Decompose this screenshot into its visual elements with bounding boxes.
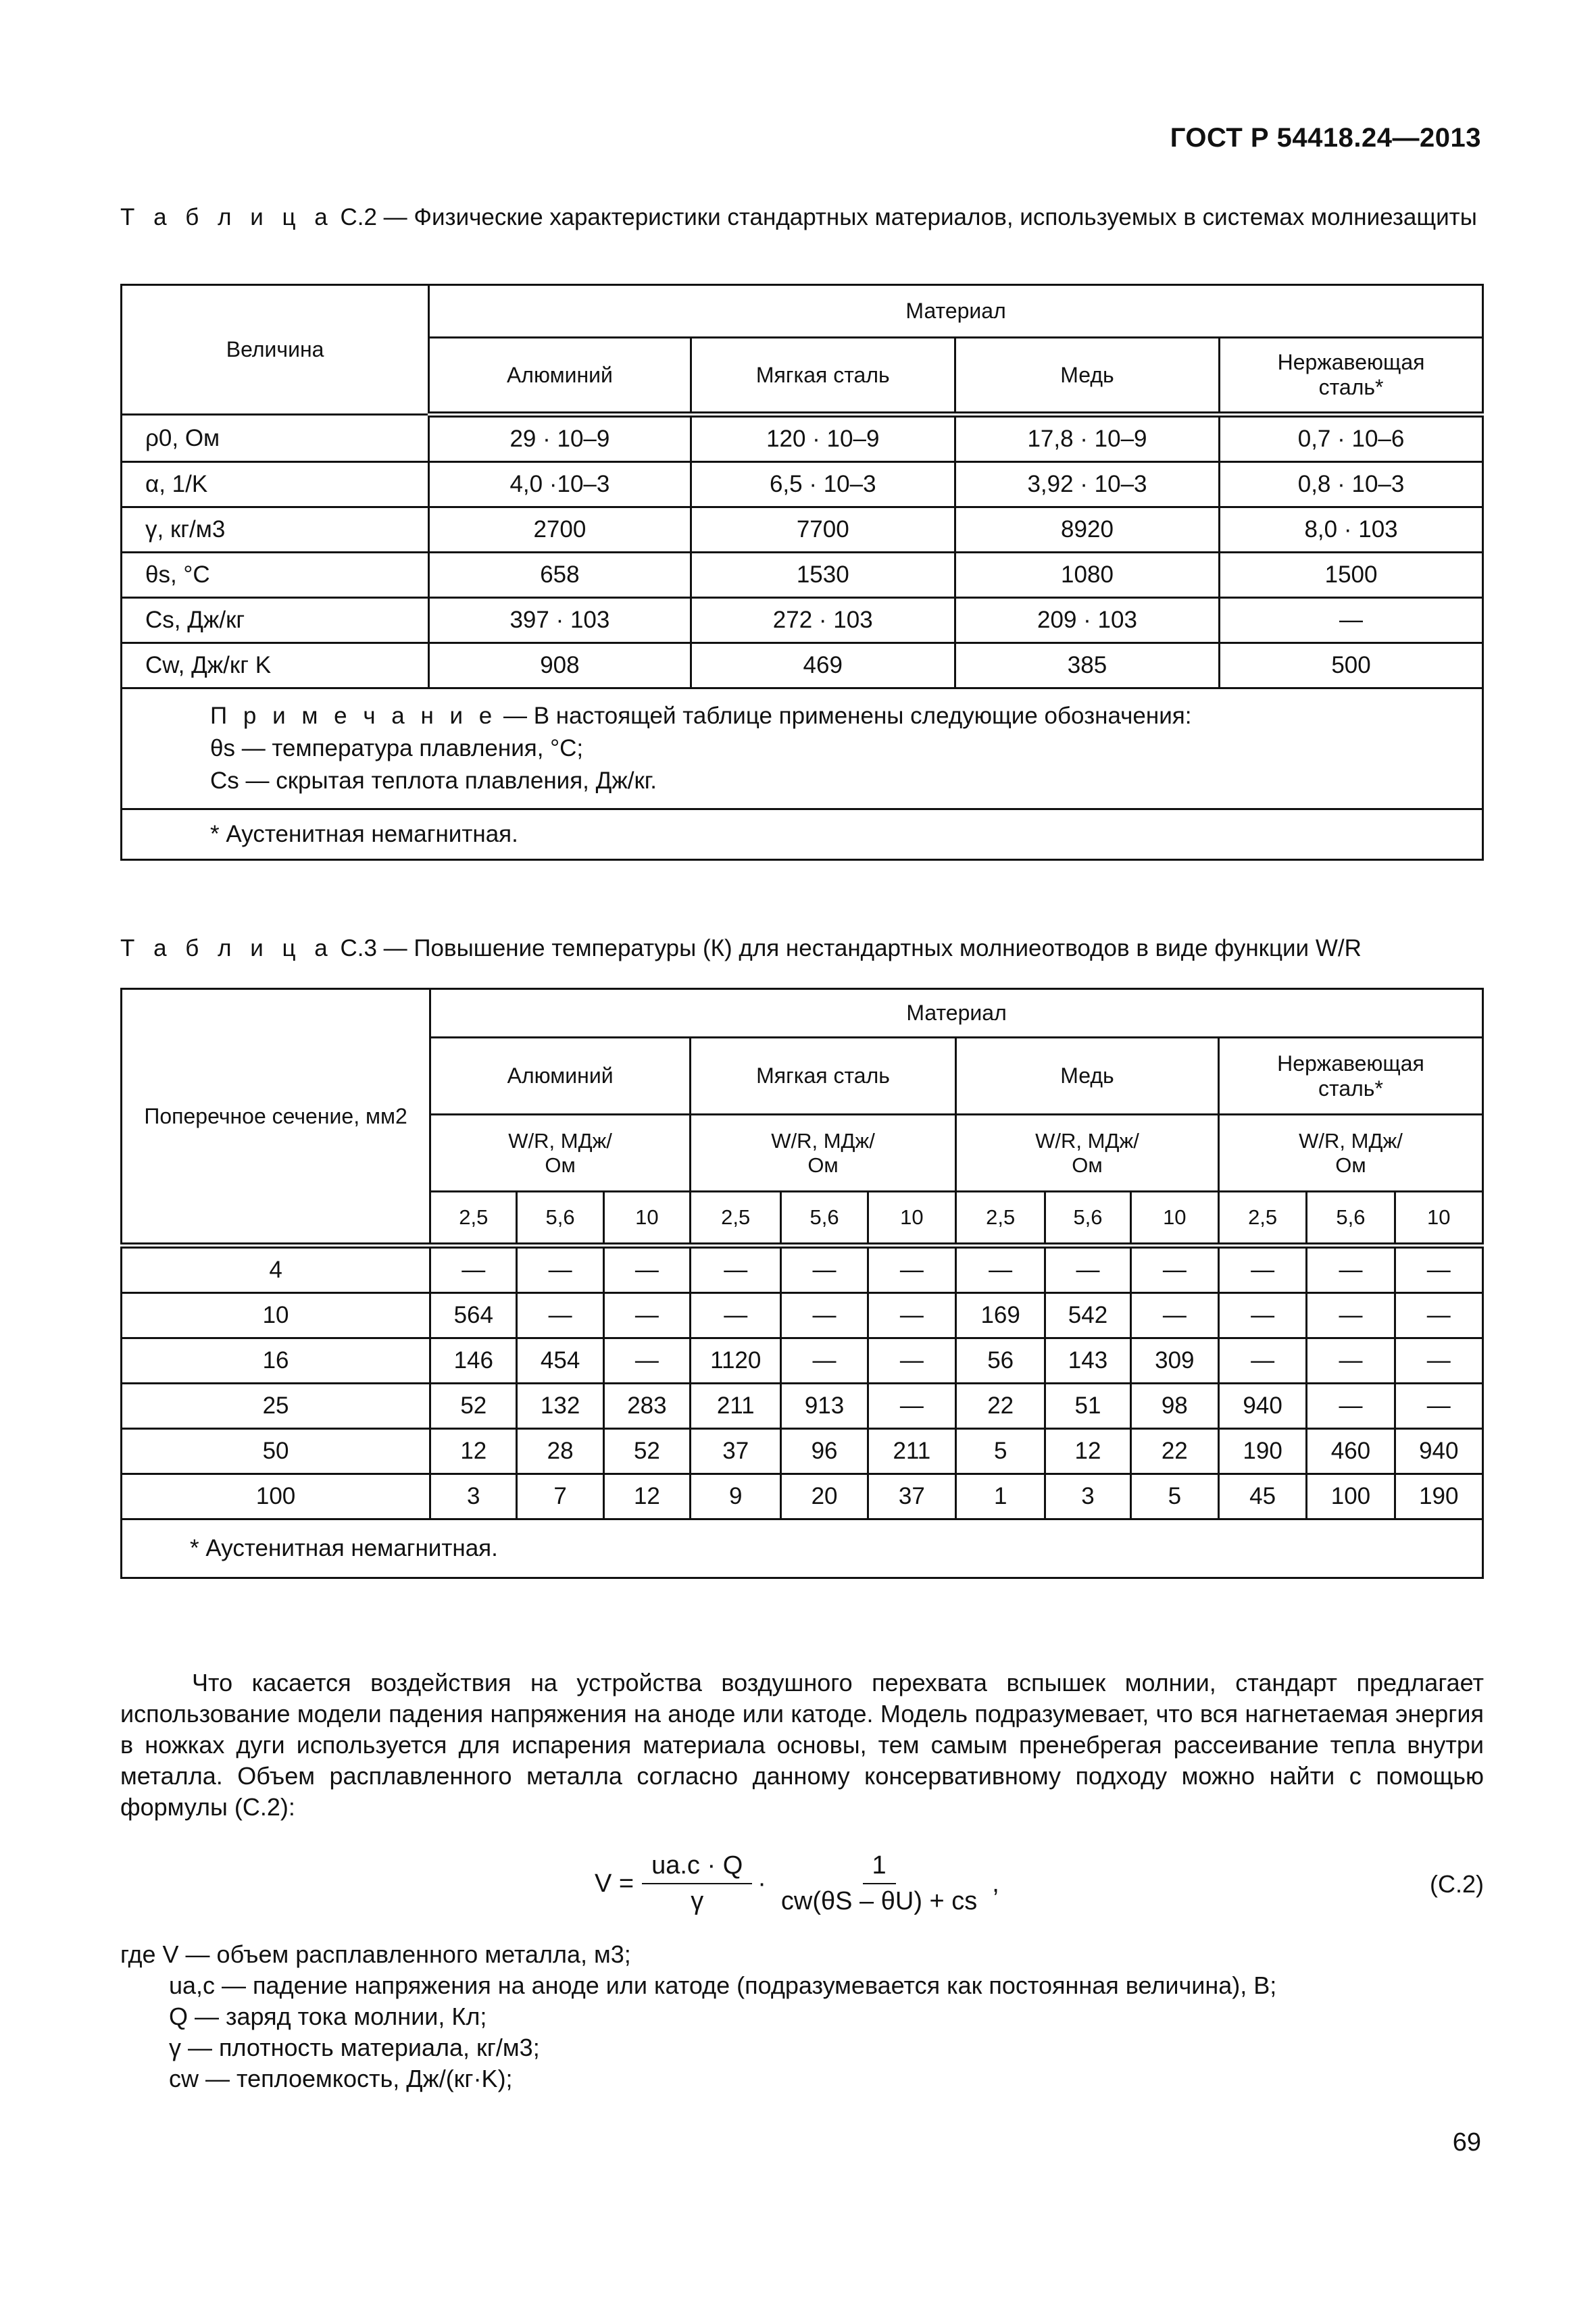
table-c3-section-cell: 10 <box>122 1293 430 1338</box>
table-c3-value-cell: — <box>1395 1246 1482 1293</box>
table-c3-value-cell: 9 <box>691 1474 781 1519</box>
table-c2-note-label: П р и м е ч а н и е <box>210 703 497 729</box>
table-c3-value-cell: 460 <box>1307 1429 1395 1474</box>
table-c3-value-cell: 1 <box>956 1474 1045 1519</box>
table-c3-value-cell: 37 <box>691 1429 781 1474</box>
table-row <box>122 1384 1483 1429</box>
formula-numerator-2: 1 <box>863 1851 896 1884</box>
table-c2-value-cell: — <box>1220 598 1483 643</box>
table-row <box>122 1429 1483 1474</box>
definition-item: γ — плотность материала, кг/м3; <box>169 2034 540 2061</box>
table-c3-value-cell: 51 <box>1045 1384 1130 1429</box>
table-c3-value-cell: 143 <box>1045 1338 1130 1384</box>
table-c2-value-cell: 469 <box>691 643 955 688</box>
formula-denominator-2: cw(θS – θU) + cs <box>780 1887 978 1915</box>
formula-tail: , <box>992 1869 999 1898</box>
document-code: ГОСТ Р 54418.24—2013 <box>1170 123 1481 153</box>
table-row <box>122 553 1483 598</box>
table-c2-header-stainless-steel: Нержавеющая сталь* <box>1220 338 1483 415</box>
formula-fraction-2 <box>772 1851 987 1916</box>
table-c3-value-cell: 3 <box>430 1474 517 1519</box>
table-c3-value-cell: 146 <box>430 1338 517 1384</box>
table-c2-quantity-cell: Cs, Дж/кг <box>122 598 429 643</box>
table-c2-value-cell: 0,7 · 10–6 <box>1220 415 1483 462</box>
table-row <box>122 1293 1483 1338</box>
definition-item: где V — объем расплавленного металла, м3; <box>120 1940 631 1968</box>
table-c3-value-cell: 564 <box>430 1293 517 1338</box>
table-c3-value-cell: 7 <box>517 1474 603 1519</box>
table-c3-header-wr-value: 2,5 <box>691 1192 781 1246</box>
table-c2-value-cell: 658 <box>429 553 691 598</box>
table-c2-header-quantity: Величина <box>122 285 429 415</box>
table-row <box>122 462 1483 507</box>
table-c3-value-cell: — <box>691 1246 781 1293</box>
table-c3-caption <box>120 932 1482 965</box>
table-c3-header-wr: W/R, МДж/Ом <box>430 1115 691 1192</box>
table-c3-value-cell: 542 <box>1045 1293 1130 1338</box>
table-c2-caption-text: С.2 — Физические характеристики стандартных материалов, используемых в системах молниезащиты <box>340 204 1477 230</box>
table-c3-value-cell: — <box>1130 1246 1218 1293</box>
table-c3-value-cell: — <box>603 1293 690 1338</box>
table-c3-value-cell: 12 <box>603 1474 690 1519</box>
table-c3-caption-label: Т а б л и ц а <box>120 935 334 961</box>
table-c3 <box>120 988 1484 1579</box>
table-c3-header-wr-value: 10 <box>1130 1192 1218 1246</box>
table-c2-header-aluminium: Алюминий <box>429 338 691 415</box>
table-c2-note-line2: θs — температура плавления, °С; <box>210 735 584 761</box>
table-c2-value-cell: 209 · 103 <box>955 598 1219 643</box>
table-c3-value-cell: — <box>868 1338 955 1384</box>
table-c3-header-aluminium: Алюминий <box>430 1038 691 1115</box>
table-c3-header-mild-steel: Мягкая сталь <box>691 1038 956 1115</box>
table-c2-value-cell: 0,8 · 10–3 <box>1220 462 1483 507</box>
table-c3-header-wr-value: 5,6 <box>781 1192 868 1246</box>
table-c3-header-wr-value: 10 <box>868 1192 955 1246</box>
table-c3-header-wr-value: 5,6 <box>1307 1192 1395 1246</box>
table-c3-value-cell: — <box>1218 1293 1306 1338</box>
table-c3-header-copper: Медь <box>956 1038 1219 1115</box>
table-c2-quantity-cell: α, 1/K <box>122 462 429 507</box>
table-c3-value-cell: 190 <box>1218 1429 1306 1474</box>
table-c3-value-cell: — <box>1045 1246 1130 1293</box>
table-c3-value-cell: — <box>1218 1338 1306 1384</box>
table-c3-value-cell: — <box>868 1384 955 1429</box>
table-c3-value-cell: 22 <box>1130 1429 1218 1474</box>
table-c3-header-wr-value: 2,5 <box>430 1192 517 1246</box>
table-c3-value-cell: 28 <box>517 1429 603 1474</box>
table-c3-header-wr-value: 5,6 <box>1045 1192 1130 1246</box>
definitions-list <box>120 1939 1276 2094</box>
table-c2-value-cell: 397 · 103 <box>429 598 691 643</box>
formula-numerator-1: ua.c · Q <box>642 1851 752 1884</box>
table-c2-caption-label: Т а б л и ц а <box>120 204 334 230</box>
table-c3-value-cell: 96 <box>781 1429 868 1474</box>
table-c2-body <box>122 415 1483 688</box>
table-c2-value-cell: 17,8 · 10–9 <box>955 415 1219 462</box>
table-c3-value-cell: 913 <box>781 1384 868 1429</box>
table-c3-value-cell: 132 <box>517 1384 603 1429</box>
table-c3-value-cell: 309 <box>1130 1338 1218 1384</box>
table-c3-header-wr: W/R, МДж/Ом <box>1218 1115 1482 1192</box>
table-c3-value-cell: 52 <box>603 1429 690 1474</box>
table-c2-header-mild-steel: Мягкая сталь <box>691 338 955 415</box>
table-c3-value-cell: 283 <box>603 1384 690 1429</box>
table-c3-value-cell: — <box>781 1293 868 1338</box>
table-c3-value-cell: — <box>1395 1293 1482 1338</box>
table-row <box>122 507 1483 553</box>
table-c3-value-cell: — <box>603 1338 690 1384</box>
table-c3-section-cell: 50 <box>122 1429 430 1474</box>
table-c3-value-cell: — <box>1307 1246 1395 1293</box>
table-c2-value-cell: 6,5 · 10–3 <box>691 462 955 507</box>
table-c3-value-cell: 52 <box>430 1384 517 1429</box>
table-c3-value-cell: — <box>781 1246 868 1293</box>
table-c2-caption <box>120 201 1482 234</box>
table-c2-note-line3: Cs — скрытая теплота плавления, Дж/кг. <box>210 768 657 794</box>
table-c2-header-material: Материал <box>429 285 1483 338</box>
table-c3-value-cell: 100 <box>1307 1474 1395 1519</box>
table-c2-value-cell: 1080 <box>955 553 1219 598</box>
table-c3-value-cell: 1120 <box>691 1338 781 1384</box>
table-c3-header-wr: W/R, МДж/Ом <box>956 1115 1219 1192</box>
table-c3-value-cell: — <box>781 1338 868 1384</box>
table-c3-header-stainless-steel: Нержавеющая сталь* <box>1218 1038 1482 1115</box>
table-c2-value-cell: 29 · 10–9 <box>429 415 691 462</box>
table-c3-value-cell: — <box>1307 1384 1395 1429</box>
table-c2-quantity-cell: θs, °С <box>122 553 429 598</box>
table-c2-quantity-cell: ρ0, Ом <box>122 415 429 462</box>
table-c3-value-cell: 12 <box>430 1429 517 1474</box>
table-c3-value-cell: — <box>868 1293 955 1338</box>
definition-item: Q — заряд тока молнии, Кл; <box>169 2003 487 2030</box>
table-c3-section-cell: 25 <box>122 1384 430 1429</box>
table-c3-value-cell: — <box>1218 1246 1306 1293</box>
table-c3-value-cell: 169 <box>956 1293 1045 1338</box>
table-c3-value-cell: — <box>691 1293 781 1338</box>
table-row <box>122 1246 1483 1293</box>
table-c3-value-cell: 940 <box>1218 1384 1306 1429</box>
table-c3-section-cell: 100 <box>122 1474 430 1519</box>
table-c2-value-cell: 500 <box>1220 643 1483 688</box>
table-c3-value-cell: — <box>1395 1338 1482 1384</box>
table-c3-header-wr-value: 2,5 <box>1218 1192 1306 1246</box>
table-c2-value-cell: 1530 <box>691 553 955 598</box>
table-c2-value-cell: 7700 <box>691 507 955 553</box>
table-c3-header-wr-value: 10 <box>1395 1192 1482 1246</box>
table-c3-value-cell: — <box>1130 1293 1218 1338</box>
table-c2-value-cell: 908 <box>429 643 691 688</box>
table-c3-header-material: Материал <box>430 989 1483 1038</box>
table-c3-caption-text: С.3 — Повышение температуры (К) для нестандартных молниеотводов в виде функции W/R <box>340 935 1362 961</box>
table-c3-header-wr-value: 2,5 <box>956 1192 1045 1246</box>
table-c3-value-cell: 5 <box>1130 1474 1218 1519</box>
table-c2-footnote: * Аустенитная немагнитная. <box>122 809 1483 860</box>
table-c3-value-cell: — <box>517 1293 603 1338</box>
table-row <box>122 1474 1483 1519</box>
page-number: 69 <box>1452 2128 1481 2157</box>
table-c3-footnote: * Аустенитная немагнитная. <box>122 1519 1483 1578</box>
table-c3-value-cell: 37 <box>868 1474 955 1519</box>
table-c3-value-cell: — <box>430 1246 517 1293</box>
table-c2-note <box>122 688 1483 809</box>
table-c3-section-cell: 4 <box>122 1246 430 1293</box>
table-c2-note-text: — В настоящей таблице применены следующие обозначения: <box>503 703 1192 729</box>
table-c2-value-cell: 120 · 10–9 <box>691 415 955 462</box>
table-c3-header-wr-value: 5,6 <box>517 1192 603 1246</box>
table-c3-value-cell: — <box>868 1246 955 1293</box>
table-row <box>122 643 1483 688</box>
table-c2-value-cell: 272 · 103 <box>691 598 955 643</box>
table-c2 <box>120 284 1484 861</box>
formula-dot: · <box>757 1869 766 1898</box>
definition-item: cw — теплоемкость, Дж/(кг·K); <box>169 2065 513 2092</box>
table-c3-value-cell: — <box>1395 1384 1482 1429</box>
table-c2-value-cell: 2700 <box>429 507 691 553</box>
table-c3-value-cell: 454 <box>517 1338 603 1384</box>
table-row <box>122 598 1483 643</box>
table-c3-value-cell: — <box>603 1246 690 1293</box>
table-c3-value-cell: 5 <box>956 1429 1045 1474</box>
table-row <box>122 1338 1483 1384</box>
table-c2-value-cell: 8,0 · 103 <box>1220 507 1483 553</box>
table-c3-value-cell: 45 <box>1218 1474 1306 1519</box>
formula-number: (С.2) <box>1430 1870 1484 1898</box>
table-c3-value-cell: 22 <box>956 1384 1045 1429</box>
table-c2-value-cell: 8920 <box>955 507 1219 553</box>
table-c2-value-cell: 385 <box>955 643 1219 688</box>
table-c3-value-cell: — <box>956 1246 1045 1293</box>
formula-lhs: V = <box>595 1869 634 1898</box>
table-c3-value-cell: 20 <box>781 1474 868 1519</box>
table-c2-quantity-cell: γ, кг/м3 <box>122 507 429 553</box>
table-c2-value-cell: 1500 <box>1220 553 1483 598</box>
table-c3-value-cell: 940 <box>1395 1429 1482 1474</box>
table-c3-value-cell: 211 <box>691 1384 781 1429</box>
formula-c2 <box>595 1851 999 1916</box>
table-c3-value-cell: 190 <box>1395 1474 1482 1519</box>
body-paragraph: Что касается воздействия на устройства воздушного перехвата вспышек молнии, стандарт предлагает использование модели падения напряжения на аноде или катоде. Модель подразумевает, что вся нагнетаемая энергия в ножках дуги используется для испарения материала основы, тем самым пренебрегая рассеивание тепла внутри металла. Объем расплавленного металла согласно данному консервативному подходу можно найти с помощью формулы (С.2): <box>120 1669 1484 1821</box>
table-c3-header-wr-value: 10 <box>603 1192 690 1246</box>
table-c2-value-cell: 4,0 ·10–3 <box>429 462 691 507</box>
table-c3-value-cell: 56 <box>956 1338 1045 1384</box>
formula-fraction-1 <box>642 1851 752 1916</box>
table-c3-value-cell: 12 <box>1045 1429 1130 1474</box>
table-c3-header-wr: W/R, МДж/Ом <box>691 1115 956 1192</box>
table-c3-value-cell: — <box>1307 1293 1395 1338</box>
table-c2-value-cell: 3,92 · 10–3 <box>955 462 1219 507</box>
formula-denominator-1: γ <box>691 1887 704 1915</box>
table-c3-value-cell: 3 <box>1045 1474 1130 1519</box>
table-c2-header-copper: Медь <box>955 338 1219 415</box>
table-c2-quantity-cell: Cw, Дж/кг K <box>122 643 429 688</box>
table-c3-value-cell: 98 <box>1130 1384 1218 1429</box>
table-c3-section-cell: 16 <box>122 1338 430 1384</box>
table-c3-value-cell: — <box>517 1246 603 1293</box>
table-c3-header-section: Поперечное сечение, мм2 <box>122 989 430 1246</box>
table-row <box>122 415 1483 462</box>
table-c3-value-cell: — <box>1307 1338 1395 1384</box>
table-c3-value-cell: 211 <box>868 1429 955 1474</box>
definition-item: ua,c — падение напряжения на аноде или катоде (подразумевается как постоянная величина), В; <box>169 1971 1277 1999</box>
